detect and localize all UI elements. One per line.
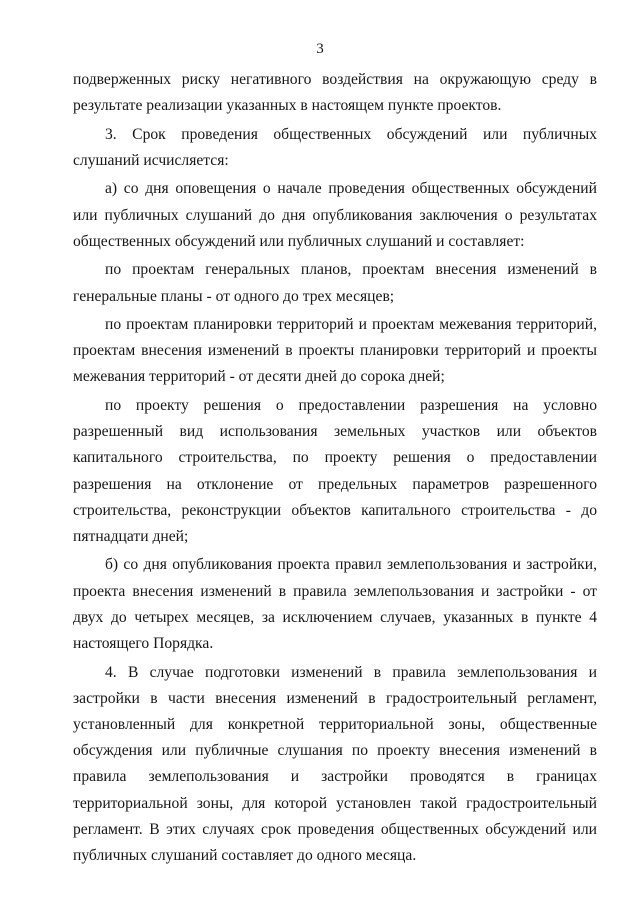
paragraph-subitem-a: а) со дня оповещения о начале проведения общественных обсуждений или публичных слушаний до дня опубликования заключения о результатах общественных обсуждений или публичных слушаний и составляет: — [73, 180, 597, 250]
paragraph-general-plans: по проектам генеральных планов, проектам внесения изменений в генеральные планы - от одного до трех месяцев; — [73, 261, 597, 305]
page-number: 3 — [316, 41, 324, 57]
paragraph-territory-planning: по проектам планировки территорий и проектам межевания территорий, проектам внесения изменений в проекты планировки территорий и проекты межевания территорий - от десяти дней до сорока дней; — [73, 316, 597, 386]
paragraph-item-3: 3. Срок проведения общественных обсуждений или публичных слушаний исчисляется: — [73, 125, 597, 169]
paragraph-subitem-b: б) со дня опубликования проекта правил землепользования и застройки, проекта внесения изменений в правила землепользования и застройки - от двух до четырех месяцев, за исключением случаев, указанных в пункте 4 настоящего Порядка. — [73, 556, 597, 653]
paragraph-permits: по проекту решения о предоставлении разрешения на условно разрешенный вид использования земельных участков или объектов капитального строительства, по проекту решения о предоставлении разрешения на отклонение от предельных параметров разрешенного строительства, реконструкции объектов капитального строительства - до пятнадцати дней; — [73, 396, 597, 545]
paragraph-item-4: 4. В случае подготовки изменений в правила землепользования и застройки в части внесения изменений в градостроительный регламент, установленный для конкретной территориальной зоны, общественные обсуждения или публичные слушания по проекту внесения изменений в правила землепользования и застройки проводятся в границах территориальной зоны, для которой установлен такой градостроительный регламент. В этих случаях срок проведения общественных обсуждений или публичных слушаний составляет до одного месяца. — [73, 663, 597, 864]
paragraph-continuation: подверженных риску негативного воздействия на окружающую среду в результате реализации указанных в настоящем пункте проектов. — [73, 71, 597, 115]
document-body — [73, 67, 597, 871]
